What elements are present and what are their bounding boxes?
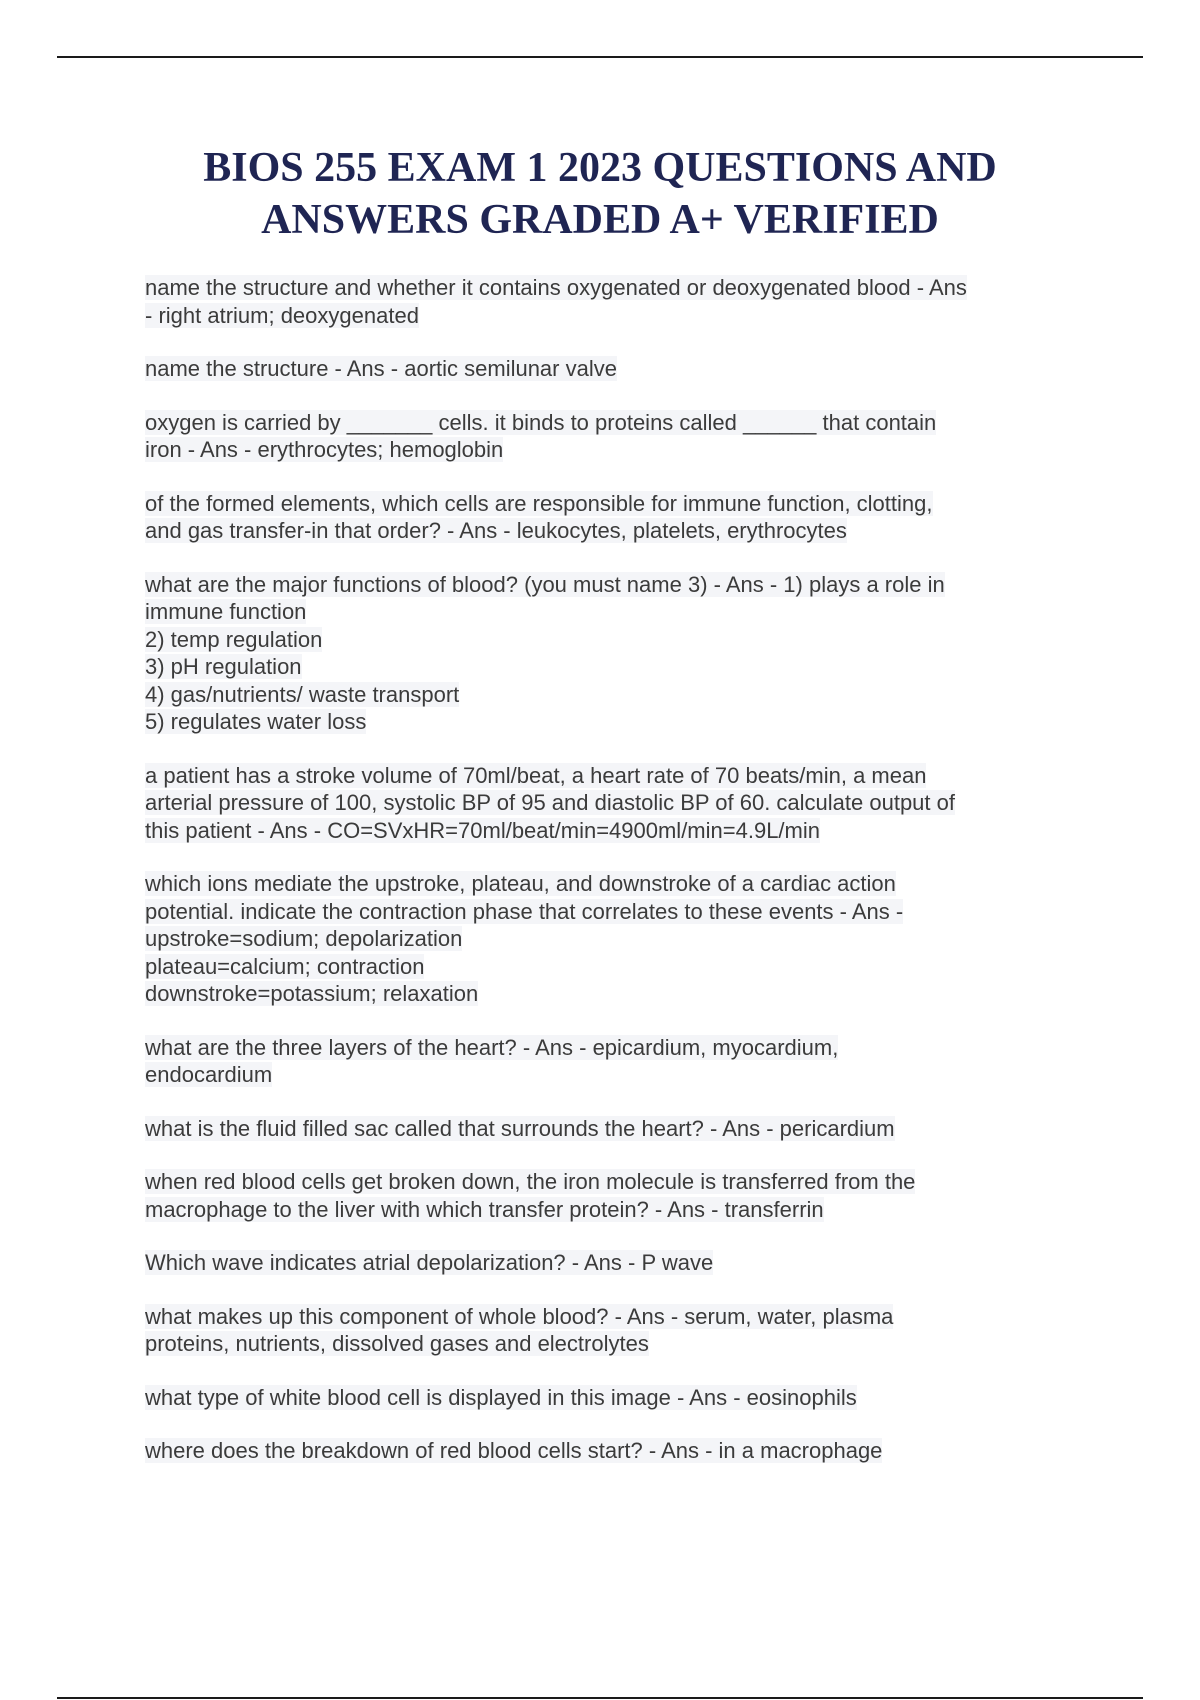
qa-line — [145, 1034, 1065, 1062]
qa-line-text: what is the fluid filled sac called that surrounds the heart? - Ans - pericardium — [145, 1115, 895, 1141]
qa-line — [145, 1196, 1065, 1224]
qa-item — [145, 1437, 1065, 1465]
qa-line — [145, 1168, 1065, 1196]
qa-item — [145, 1115, 1065, 1143]
qa-line-text: 4) gas/nutrients/ waste transport — [145, 681, 460, 707]
qa-line — [145, 789, 1065, 817]
qa-line — [145, 708, 1065, 736]
qa-line-text: downstroke=potassium; relaxation — [145, 981, 479, 1006]
qa-line — [145, 898, 1065, 926]
qa-line — [145, 355, 1065, 383]
qa-line — [145, 1061, 1065, 1089]
qa-line-text: - right atrium; deoxygenated — [145, 302, 419, 328]
title-line-1: BIOS 255 EXAM 1 2023 QUESTIONS AND — [203, 145, 997, 191]
document-title — [100, 142, 1100, 246]
qa-line-text: what makes up this component of whole blood? - Ans - serum, water, plasma — [145, 1303, 894, 1329]
qa-line — [145, 274, 1065, 302]
qa-item — [145, 490, 1065, 545]
qa-line — [145, 817, 1065, 845]
qa-line-text: when red blood cells get broken down, the iron molecule is transferred from the — [145, 1169, 916, 1194]
qa-line-text: what are the three layers of the heart? - Ans - epicardium, myocardium, — [145, 1034, 839, 1060]
qa-line-text: arterial pressure of 100, systolic BP of 95 and diastolic BP of 60. calculate output of — [145, 790, 955, 815]
qa-line — [145, 653, 1065, 681]
qa-line-text: where does the breakdown of red blood cells start? - Ans - in a macrophage — [145, 1438, 883, 1463]
qa-line — [145, 302, 1065, 330]
qa-item — [145, 1384, 1065, 1412]
qa-line-text: potential. indicate the contraction phase that correlates to these events - Ans - — [145, 898, 904, 924]
qa-line — [145, 517, 1065, 545]
qa-line-text: what type of white blood cell is displayed in this image - Ans - eosinophils — [145, 1384, 857, 1410]
qa-item — [145, 1034, 1065, 1089]
qa-line-text: plateau=calcium; contraction — [145, 953, 425, 979]
qa-item — [145, 1168, 1065, 1223]
qa-line-text: which ions mediate the upstroke, plateau, and downstroke of a cardiac action — [145, 871, 896, 896]
top-divider — [57, 56, 1143, 58]
qa-line — [145, 626, 1065, 654]
qa-line-text: upstroke=sodium; depolarization — [145, 926, 463, 951]
qa-line — [145, 953, 1065, 981]
qa-line — [145, 1330, 1065, 1358]
qa-item — [145, 571, 1065, 736]
qa-line — [145, 681, 1065, 709]
qa-line-text: oxygen is carried by _______ cells. it binds to proteins called ______ that contain — [145, 409, 937, 435]
qa-line-text: 5) regulates water loss — [145, 709, 367, 734]
qa-item — [145, 409, 1065, 464]
qa-line-text: and gas transfer-in that order? - Ans - leukocytes, platelets, erythrocytes — [145, 518, 847, 543]
qa-line — [145, 598, 1065, 626]
qa-line — [145, 1437, 1065, 1465]
bottom-divider — [57, 1697, 1143, 1699]
qa-item — [145, 870, 1065, 1008]
qa-line-text: name the structure - Ans - aortic semilunar valve — [145, 356, 617, 381]
qa-list — [145, 274, 1065, 1491]
qa-line — [145, 1115, 1065, 1143]
qa-line — [145, 409, 1065, 437]
qa-line-text: of the formed elements, which cells are responsible for immune function, clotting, — [145, 490, 933, 516]
qa-line-text: 3) pH regulation — [145, 654, 302, 679]
qa-line — [145, 925, 1065, 953]
qa-line — [145, 1249, 1065, 1277]
qa-line-text: Which wave indicates atrial depolarization? - Ans - P wave — [145, 1250, 714, 1275]
title-line-2: ANSWERS GRADED A+ VERIFIED — [261, 197, 939, 243]
qa-item — [145, 1249, 1065, 1277]
qa-line-text: name the structure and whether it contains oxygenated or deoxygenated blood - Ans — [145, 275, 967, 300]
qa-item — [145, 355, 1065, 383]
qa-line-text: proteins, nutrients, dissolved gases and electrolytes — [145, 1331, 649, 1356]
qa-line — [145, 436, 1065, 464]
qa-item — [145, 274, 1065, 329]
qa-line-text: 2) temp regulation — [145, 626, 323, 652]
qa-line-text: macrophage to the liver with which transfer protein? - Ans - transferrin — [145, 1196, 824, 1222]
qa-line-text: a patient has a stroke volume of 70ml/beat, a heart rate of 70 beats/min, a mean — [145, 762, 927, 788]
qa-line — [145, 980, 1065, 1008]
qa-item — [145, 1303, 1065, 1358]
qa-line — [145, 490, 1065, 518]
qa-line-text: what are the major functions of blood? (you must name 3) - Ans - 1) plays a role in — [145, 571, 945, 597]
qa-line-text: endocardium — [145, 1062, 273, 1087]
qa-line — [145, 1384, 1065, 1412]
qa-line — [145, 762, 1065, 790]
qa-line-text: this patient - Ans - CO=SVxHR=70ml/beat/min=4900ml/min=4.9L/min — [145, 817, 820, 843]
qa-line-text: immune function — [145, 599, 307, 624]
qa-line — [145, 1303, 1065, 1331]
qa-line — [145, 870, 1065, 898]
qa-item — [145, 762, 1065, 845]
qa-line-text: iron - Ans - erythrocytes; hemoglobin — [145, 437, 504, 462]
qa-line — [145, 571, 1065, 599]
